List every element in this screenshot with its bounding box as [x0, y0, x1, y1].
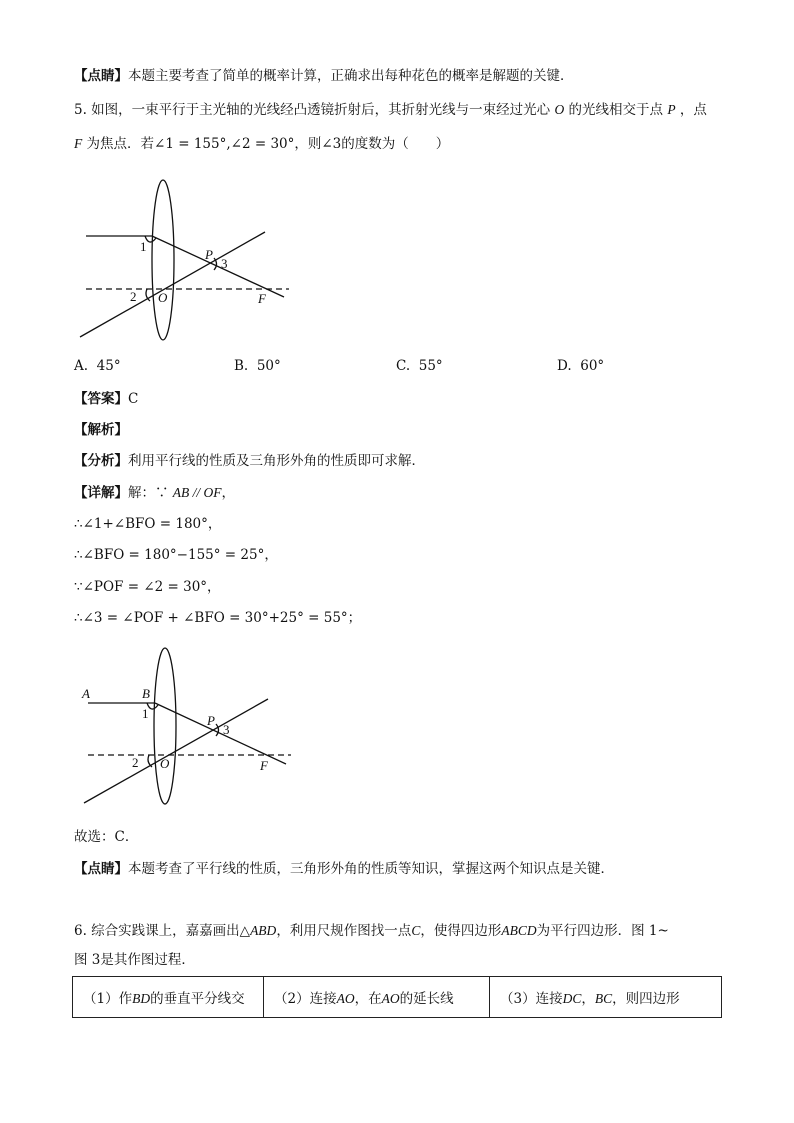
step-4: ∴∠3 = ∠POF + ∠BFO = 30°+25° = 55°； [74, 610, 362, 626]
q6-stem-line1 [74, 922, 669, 940]
cell-text: （3）连接 [500, 991, 563, 1007]
label-2: 2 [130, 289, 137, 304]
label-B: B [142, 686, 150, 701]
detail-expr: AB // OF [172, 485, 222, 500]
cell-var: BC [594, 991, 613, 1006]
label-A: A [82, 686, 90, 701]
step-cell-1 [73, 977, 264, 1018]
step-cell-2 [264, 977, 490, 1018]
fenxi-tag: 【分析】 [74, 453, 128, 469]
detail-comma: ， [221, 485, 236, 501]
comment-tag: 【点睛】 [74, 68, 128, 84]
angle3-arc [216, 724, 219, 736]
label-O: O [160, 756, 170, 771]
stem-text: 5. 如图，一束平行于主光轴的光线经凸透镜折射后，其折射光线与一束经过光心 [74, 102, 551, 118]
cell-text: ，则四边形 [612, 991, 680, 1007]
option-letter: D. [557, 358, 572, 374]
cell-var: BD [132, 991, 151, 1006]
stem-text: 为焦点．若∠1 = 155°,∠2 = 30°，则∠3的度数为（ ） [86, 136, 450, 152]
label-F: F [260, 758, 268, 773]
label-3: 3 [221, 256, 228, 271]
label-1: 1 [140, 239, 147, 254]
step-cell-3 [490, 977, 722, 1018]
var-P: P [667, 102, 676, 117]
lens [154, 648, 176, 804]
analysis-tag: 【解析】 [74, 422, 128, 438]
step-1: ∴∠1+∠BFO = 180°， [74, 516, 222, 532]
label-F: F [258, 291, 266, 306]
option-value: 60° [580, 358, 605, 374]
construction-steps-table [72, 976, 722, 1018]
answer-value: C [128, 391, 139, 407]
comment-text: 本题考查了平行线的性质，三角形外角的性质等知识，掌握这两个知识点是关键． [128, 861, 614, 877]
stem-text: ，使得四边形 [420, 923, 502, 939]
comment-text: 本题主要考查了简单的概率计算，正确求出每种花色的概率是解题的关键． [128, 68, 574, 84]
option-letter: A. [74, 358, 89, 374]
cell-var: AO [336, 991, 355, 1006]
option-value: 50° [256, 358, 281, 374]
label-2: 2 [132, 755, 139, 770]
choice-line: 故选：C． [74, 829, 139, 845]
label-O: O [158, 290, 168, 305]
label-1: 1 [142, 706, 149, 721]
cell-text: ， [581, 991, 595, 1007]
cell-text: 的延长线 [399, 991, 454, 1007]
stem-text: ，利用尺规作图找一点 [276, 923, 412, 939]
var-F: F [74, 136, 83, 151]
label-P: P [207, 713, 215, 728]
cell-text: （1）作 [83, 991, 133, 1007]
cell-text: ，在 [354, 991, 382, 1007]
cell-text: 的垂直平分线交 [150, 991, 245, 1007]
var-C: C [411, 923, 421, 938]
stem-text: 为平行四边形．图 1~ [536, 923, 669, 939]
stem-text: 6. 综合实践课上，嘉嘉画出△ [74, 923, 251, 939]
q6-stem-line2: 图 3是其作图过程． [74, 952, 195, 968]
option-letter: B. [234, 358, 249, 374]
label-P: P [205, 247, 213, 262]
cell-text: （2）连接 [274, 991, 337, 1007]
comment-tag: 【点睛】 [74, 861, 128, 877]
fenxi-text: 利用平行线的性质及三角形外角的性质即可求解． [128, 453, 425, 469]
detail-intro: 解：∵ [128, 485, 169, 501]
cell-var: DC [562, 991, 582, 1006]
answer-tag: 【答案】 [74, 391, 128, 407]
option-value: 55° [418, 358, 443, 374]
stem-text: ，点 [679, 102, 707, 118]
option-value: 45° [96, 358, 121, 374]
label-3: 3 [223, 722, 230, 737]
cell-var: AO [381, 991, 400, 1006]
detail-tag: 【详解】 [74, 485, 128, 501]
step-2: ∴∠BFO = 180°−155° = 25°， [74, 547, 278, 563]
stem-text: 的光线相交于点 [568, 102, 664, 118]
step-3: ∵∠POF = ∠2 = 30°， [74, 579, 221, 595]
var-O: O [554, 102, 565, 117]
var-ABD: ABD [250, 923, 277, 938]
q5-comment [74, 860, 614, 878]
option-letter: C. [396, 358, 411, 374]
var-ABCD: ABCD [501, 923, 537, 938]
